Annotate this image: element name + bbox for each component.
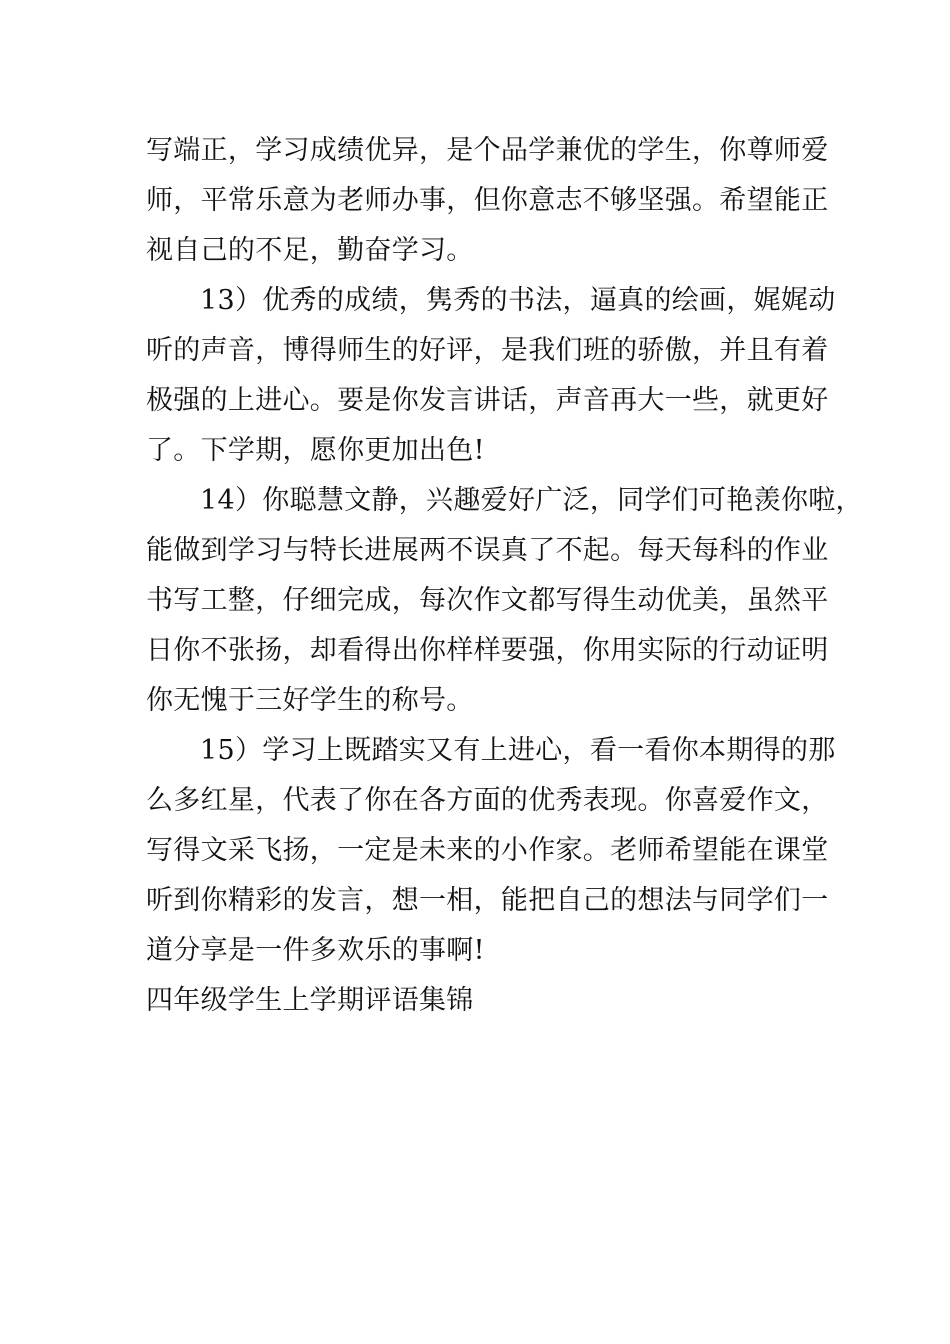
text-line: 视自己的不足，勤奋学习。	[146, 235, 474, 266]
text-line: 听到你精彩的发言，想一相，能把自己的想法与同学们一	[146, 885, 829, 916]
text-line: 写端正，学习成绩优异，是个品学兼优的学生，你尊师爱	[146, 135, 829, 166]
text-line: 了。下学期，愿你更加出色!	[146, 435, 485, 466]
text-line: 极强的上进心。要是你发言讲话，声音再大一些，就更好	[146, 385, 829, 416]
section-heading: 四年级学生上学期评语集锦	[146, 985, 474, 1016]
text-line: 听的声音，博得师生的好评，是我们班的骄傲，并且有着	[146, 335, 829, 366]
text-line: 你无愧于三好学生的称号。	[146, 685, 474, 716]
text-line: 师，平常乐意为老师办事，但你意志不够坚强。希望能正	[146, 185, 829, 216]
text-line: 书写工整，仔细完成，每次作文都写得生动优美，虽然平	[146, 585, 829, 616]
text-line: 能做到学习与特长进展两不误真了不起。每天每科的作业	[146, 535, 829, 566]
text-line: 么多红星，代表了你在各方面的优秀表现。你喜爱作文，	[146, 785, 829, 816]
paragraph-15-first-line: 15）学习上既踏实又有上进心，看一看你本期得的那	[200, 735, 836, 766]
paragraph-13-first-line: 13）优秀的成绩，隽秀的书法，逼真的绘画，娓娓动	[200, 285, 836, 316]
paragraph-14-first-line: 14）你聪慧文静，兴趣爱好广泛，同学们可艳羡你啦，	[200, 485, 863, 516]
text-line: 道分享是一件多欢乐的事啊!	[146, 935, 485, 966]
text-line: 写得文采飞扬，一定是未来的小作家。老师希望能在课堂	[146, 835, 829, 866]
text-line: 日你不张扬，却看得出你样样要强，你用实际的行动证明	[146, 635, 829, 666]
